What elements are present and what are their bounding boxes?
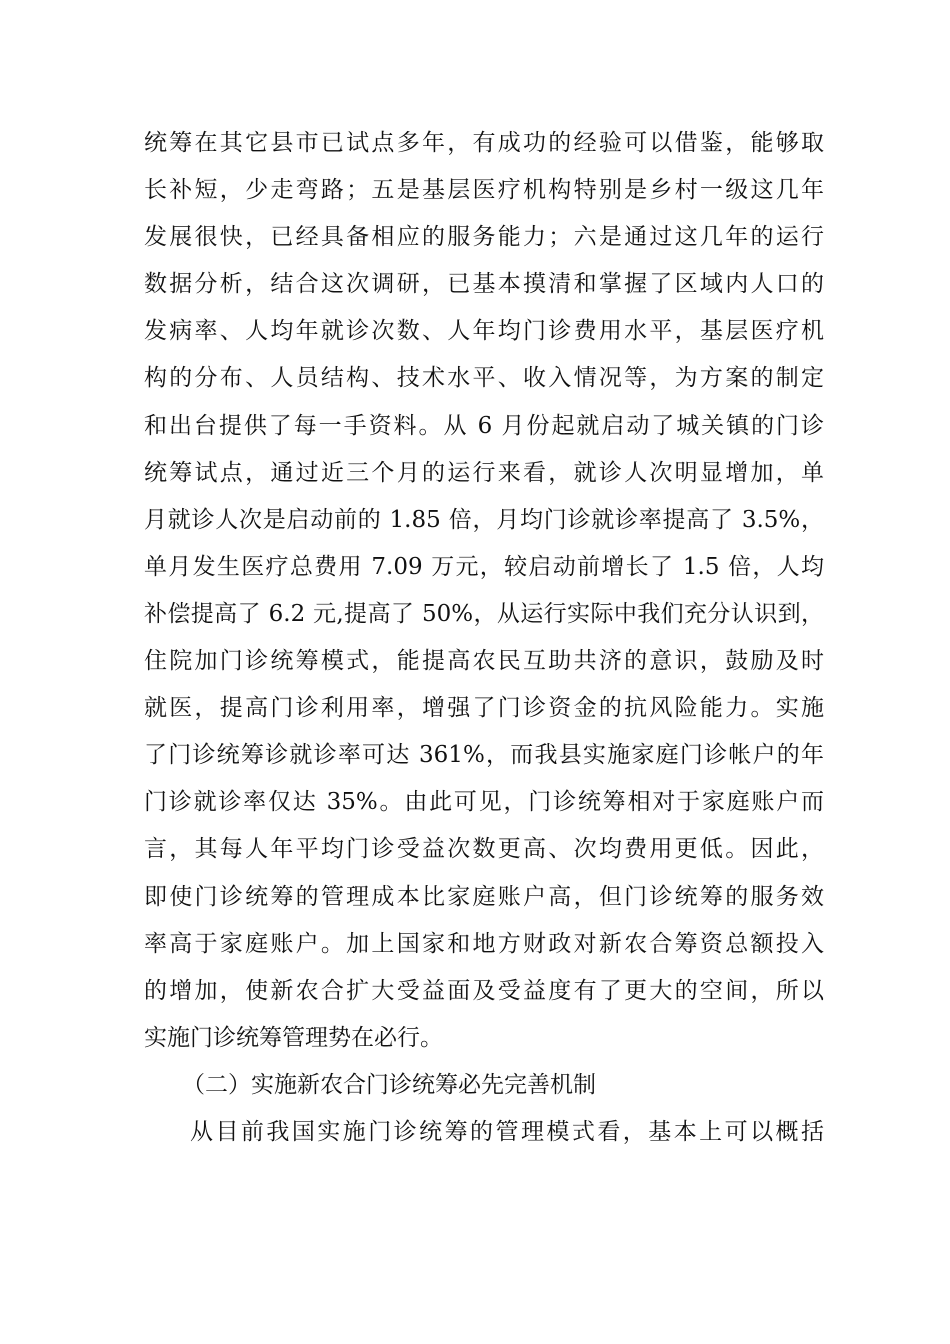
text-line: 构的分布、人员结构、技术水平、收入情况等，为方案的制定 bbox=[144, 365, 824, 392]
text-line: 补偿提高了 6.2 元,提高了 50%，从运行实际中我们充分认识到， bbox=[144, 600, 824, 627]
text-line: 率高于家庭账户。加上国家和地方财政对新农合筹资总额投入 bbox=[144, 930, 824, 957]
text-line: 从目前我国实施门诊统筹的管理模式看，基本上可以概括 bbox=[190, 1118, 824, 1145]
text-line: 实施门诊统筹管理势在必行。 bbox=[144, 1024, 443, 1051]
section-heading: （二）实施新农合门诊统筹必先完善机制 bbox=[182, 1071, 596, 1098]
text-line: 长补短，少走弯路；五是基层医疗机构特别是乡村一级这几年 bbox=[144, 177, 824, 204]
text-line: 统筹试点，通过近三个月的运行来看，就诊人次明显增加，单 bbox=[144, 459, 824, 486]
text-line: 月就诊人次是启动前的 1.85 倍，月均门诊就诊率提高了 3.5%， bbox=[144, 506, 824, 533]
text-line: 了门诊统筹诊就诊率可达 361%，而我县实施家庭门诊帐户的年 bbox=[144, 742, 824, 769]
text-line: 数据分析，结合这次调研，已基本摸清和掌握了区域内人口的 bbox=[144, 271, 824, 298]
text-line: 言，其每人年平均门诊受益次数更高、次均费用更低。因此， bbox=[144, 836, 824, 863]
text-line: 和出台提供了每一手资料。从 6 月份起就启动了城关镇的门诊 bbox=[144, 412, 824, 439]
text-line: 门诊就诊率仅达 35%。由此可见，门诊统筹相对于家庭账户而 bbox=[144, 789, 824, 816]
text-line: 发展很快，已经具备相应的服务能力；六是通过这几年的运行 bbox=[144, 224, 824, 251]
text-line: 住院加门诊统筹模式，能提高农民互助共济的意识，鼓励及时 bbox=[144, 648, 824, 675]
text-line: 统筹在其它县市已试点多年，有成功的经验可以借鉴，能够取 bbox=[144, 130, 824, 156]
text-line: 单月发生医疗总费用 7.09 万元，较启动前增长了 1.5 倍，人均 bbox=[144, 553, 824, 580]
text-line: 即使门诊统筹的管理成本比家庭账户高，但门诊统筹的服务效 bbox=[144, 883, 824, 910]
text-line: 就医，提高门诊利用率，增强了门诊资金的抗风险能力。实施 bbox=[144, 695, 824, 722]
document-body bbox=[144, 132, 824, 1168]
text-line: 的增加，使新农合扩大受益面及受益度有了更大的空间，所以 bbox=[144, 977, 824, 1004]
text-line: 发病率、人均年就诊次数、人年均门诊费用水平，基层医疗机 bbox=[144, 318, 824, 345]
